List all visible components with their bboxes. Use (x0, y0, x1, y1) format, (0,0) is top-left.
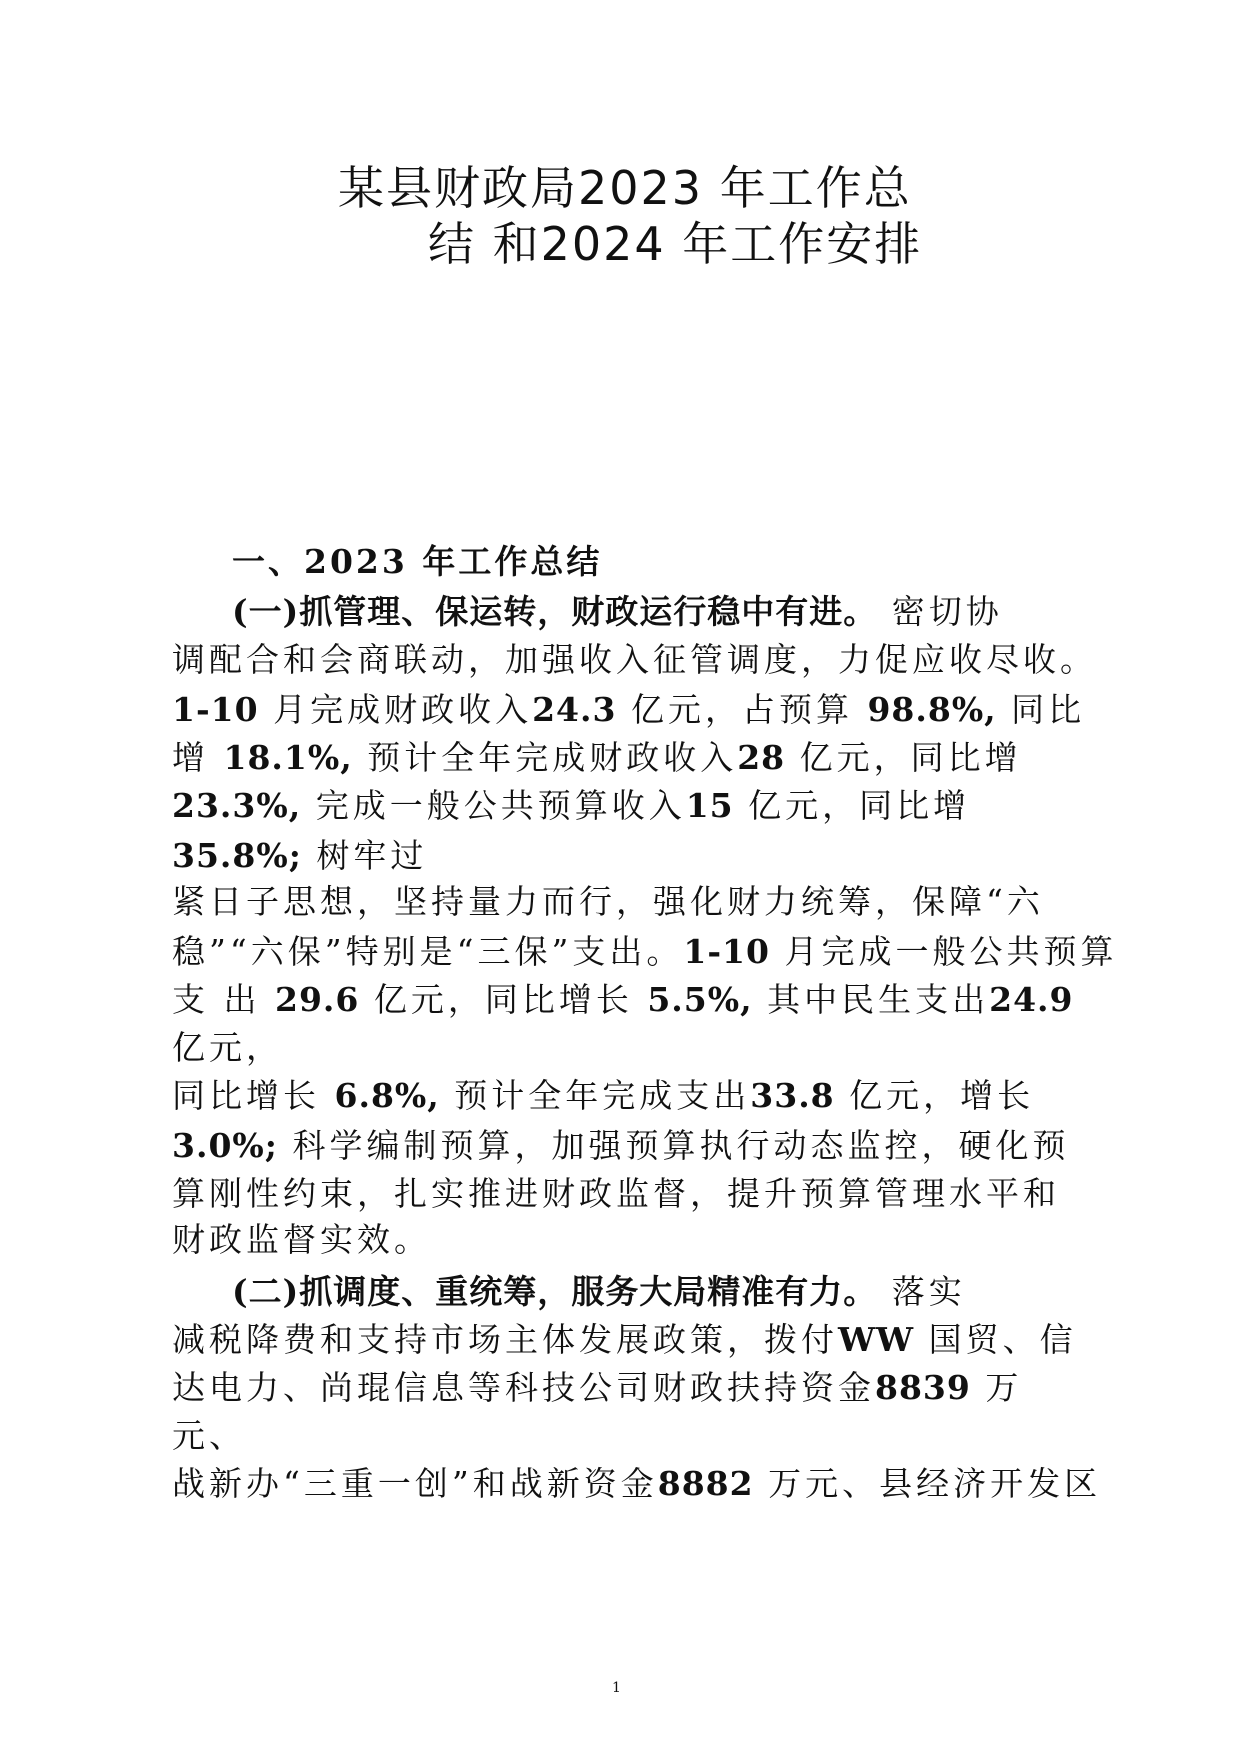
body-line (172, 1220, 431, 1260)
bold-run: 8882 (657, 1464, 754, 1503)
body-line (172, 1028, 283, 1068)
text-run: 亿元，增长 (834, 1076, 1035, 1115)
text-run: 紧日子思想，坚持量力而行，强化财力统筹，保障“六 (172, 882, 1044, 921)
body-line (232, 1272, 966, 1312)
text-run: 其中民生支出 (752, 980, 990, 1019)
bold-run: 8839 (875, 1368, 971, 1407)
bold-run: 18.1%, (223, 738, 353, 777)
bold-run: 29.6 (274, 980, 360, 1019)
text-run: 亿元，同比增 (733, 786, 971, 825)
text-run: 国贸、信 (914, 1320, 1077, 1359)
text-run: 万 (970, 1368, 1023, 1407)
text-run: 战新办“三重一创”和战新资金 (172, 1464, 658, 1503)
body-line (172, 1464, 1101, 1504)
bold-run: 98.8%, (867, 690, 997, 729)
text-run: 算刚性约束，扎实推进财政监督，提升预算管理水平和 (172, 1174, 1060, 1213)
body-line (172, 1076, 1034, 1116)
bold-run: 1-10 (172, 690, 259, 729)
text-run: 减税降费和支持市场主体发展政策，拨付 (172, 1320, 838, 1359)
text-run: 密切协 (877, 592, 1003, 631)
text-run: 财政监督实效。 (172, 1220, 431, 1259)
bold-run: 3.0%; (172, 1126, 278, 1165)
text-run: 亿元，同比增 (785, 738, 1022, 777)
body-line (172, 836, 427, 876)
body-line (172, 932, 1117, 972)
page-number: 1 (612, 1680, 621, 1696)
text-run: 月完成财政收入 (258, 690, 533, 729)
text-run: 亿元，同比增长 (359, 980, 648, 1019)
bold-run: 35.8%; (172, 836, 302, 875)
body-line (172, 980, 1073, 1020)
text-run: 落实 (877, 1272, 966, 1311)
body-line (172, 690, 1085, 730)
paragraph-heading: (一)抓管理、保运转，财政运行稳中有进。 (232, 592, 878, 631)
body-line (172, 882, 1044, 922)
text-run: 增 (172, 738, 224, 777)
bold-run: 33.8 (750, 1076, 835, 1115)
text-run: 树牢过 (301, 836, 428, 875)
document-title-line-1: 某县财政局2023 年工作总 (338, 161, 912, 215)
body-line (172, 640, 1097, 680)
body-line (172, 1174, 1060, 1214)
text-run: 支 出 (172, 980, 275, 1019)
bold-run: 15 (685, 786, 734, 825)
body-line (172, 1320, 1077, 1360)
text-run: 调配合和会商联动，加强收入征管调度，力促应收尽收。 (172, 640, 1097, 679)
bold-run: 5.5%, (647, 980, 753, 1019)
document-title-line-2: 结 和2024 年工作安排 (428, 217, 923, 271)
bold-run: 24.3 (532, 690, 617, 729)
body-line (172, 786, 970, 826)
text-run: 亿元， (172, 1028, 283, 1067)
bold-run: 23.3%, (172, 786, 302, 825)
text-run: 稳”“六保”特别是“三保”支出。 (172, 932, 684, 971)
body-line (232, 592, 1003, 632)
section-heading: 一、2023 年工作总结 (232, 542, 603, 581)
text-run: 同比增长 (172, 1076, 335, 1115)
text-run: 月完成一般公共预算 (769, 932, 1118, 971)
body-line (172, 1126, 1069, 1166)
text-run: 预计全年完成财政收入 (352, 738, 738, 777)
text-run: 元、 (172, 1416, 246, 1455)
bold-run: 28 (737, 738, 786, 777)
text-run: 科学编制预算，加强预算执行动态监控，硬化预 (277, 1126, 1070, 1165)
body-line (172, 1416, 246, 1456)
text-run: 预计全年完成支出 (439, 1076, 751, 1115)
text-run: 完成一般公共预算收入 (301, 786, 686, 825)
bold-run: 6.8%, (334, 1076, 440, 1115)
text-run: 达电力、尚琨信息等科技公司财政扶持资金 (172, 1368, 875, 1407)
text-run: 万元、县经济开发区 (753, 1464, 1102, 1503)
body-line (172, 738, 1022, 778)
text-run: 同比 (996, 690, 1086, 729)
bold-run: 1-10 (683, 932, 770, 971)
bold-run: 24.9 (989, 980, 1074, 1019)
body-line (172, 1368, 1022, 1408)
bold-run: WW (838, 1320, 915, 1359)
paragraph-heading: (二)抓调度、重统筹，服务大局精准有力。 (232, 1272, 878, 1311)
text-run: 亿元，占预算 (616, 690, 868, 729)
